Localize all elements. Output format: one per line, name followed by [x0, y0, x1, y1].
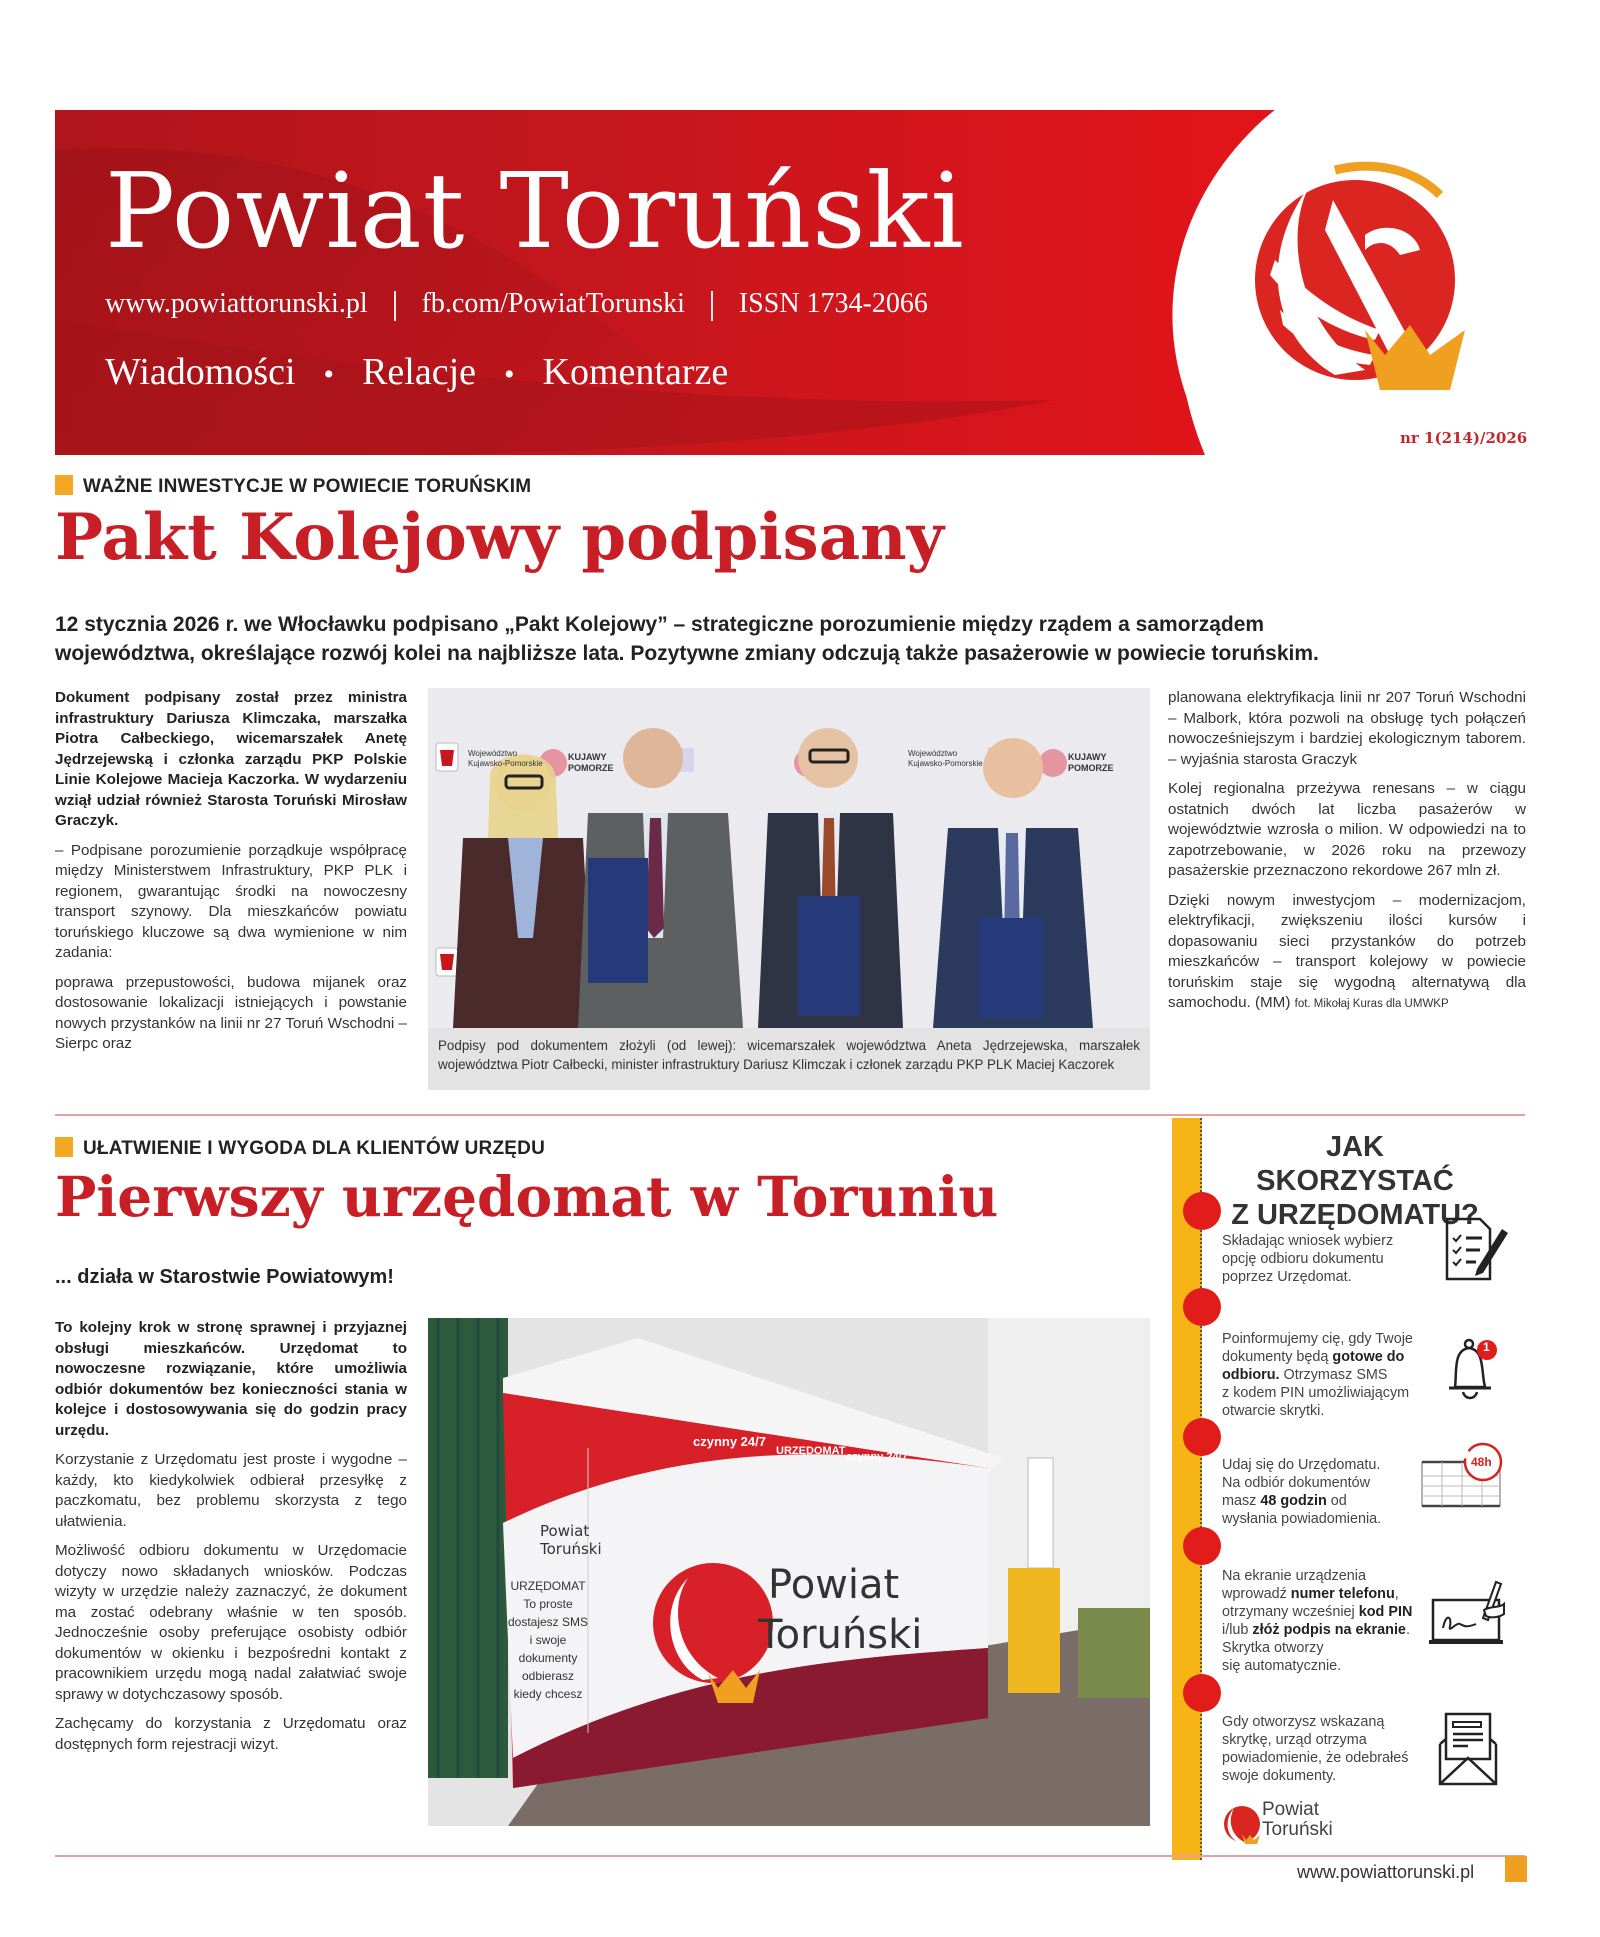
lead-line: województwa, określające rozwój kolei na najbliższe lata. Pozytywne zmiany odczują także pasażerowie w powiecie toruńskim. [55, 642, 1319, 665]
photo-caption: Podpisy pod dokumentem złożyli (od lewej): wicemarszałek województwa Aneta Jędrzejewska, marszałek województwa Piotr Całbecki, minister infrastruktury Dariusz Klimczak i członek zarządu PKP PLK Maciej Kaczorek [428, 1028, 1150, 1090]
step-emphasis: kod PIN [1358, 1604, 1413, 1620]
step-emphasis: odbioru. [1222, 1367, 1280, 1383]
orange-square-icon [55, 1137, 73, 1157]
step-line: poprzez Urzędomat. [1222, 1269, 1352, 1285]
kicker-text: UŁATWIENIE I WYGODA DLA KLIENTÓW URZĘDU [83, 1138, 546, 1159]
eagle-crown-logo-icon [1220, 1802, 1264, 1846]
masthead-title: Powiat Toruński [105, 150, 965, 272]
step-line: wprowadź [1222, 1586, 1291, 1602]
step-line: Gdy otworzysz wskazaną [1222, 1714, 1385, 1730]
step-4-text [1222, 1567, 1412, 1675]
kiosk-side-text: kiedy chcesz [513, 1687, 583, 1701]
footer-divider [55, 1855, 1525, 1857]
48h-badge: 48h [1471, 1455, 1492, 1469]
section-divider [55, 1114, 1525, 1116]
article1-headline: Pakt Kolejowy podpisany [55, 500, 944, 575]
step-line: od [1326, 1493, 1347, 1509]
section-wiadomosci[interactable]: Wiadomości [105, 351, 296, 393]
section-komentarze[interactable]: Komentarze [542, 351, 729, 393]
paragraph: planowana elektryfikacja linii nr 207 Toruń Wschodni – Malbork, która pozwoli na obsługę tych połączeń nowocześniejszym i bardziej ekologicznym taborem. – wyjaśnia starosta Graczyk [1168, 689, 1526, 768]
lead-line: 12 stycznia 2026 r. we Włocławku podpisano „Pakt Kolejowy” – strategiczne porozumienie między rządem a samorządem [55, 613, 1265, 636]
kiosk-label: czynny 24/7 [846, 1451, 908, 1463]
step-line: Poinformujemy cię, gdy Twoje [1222, 1331, 1413, 1347]
step-line: Na ekranie urządzenia [1222, 1568, 1366, 1584]
kiosk-side-text: odbierasz [521, 1669, 575, 1683]
masthead [55, 110, 1275, 455]
backdrop-text: Kujawsko-Pomorskie [468, 759, 543, 768]
paragraph: Dzięki nowym inwestycjom – modernizacjom, elektryfikacji, zwiększeniu ilości kursów i dopasowaniu sieci przystanków do potrzeb mieszkańców – transport kolejowy w powiecie toruńskim staje się wygodną alternatywą dla samochodu. (MM) [1168, 891, 1526, 1011]
footer-website-link[interactable]: www.powiattorunski.pl [1297, 1862, 1475, 1882]
title-line: Z URZĘDOMATU? [1231, 1199, 1479, 1231]
masthead-links [105, 288, 928, 321]
backdrop-text: KUJAWY [1068, 752, 1107, 762]
paragraph: Dokument podpisany został przez ministra infrastruktury Dariusza Klimczaka, marszałka Piotra Całbeckiego, wicemarszałek Anetę Jędrzejewską i członka zarządu PKP Polskie Linie Kolejowe Macieja Kaczorka. W wydarzeniu wziął udział również Starosta Toruński Mirosław Graczyk. [55, 689, 407, 829]
backdrop-text: POMORZE [568, 763, 614, 773]
issn: ISSN 1734-2066 [738, 288, 928, 319]
bullet: • [504, 358, 515, 391]
kiosk-side-text: dostajesz SMS [507, 1615, 589, 1629]
divider [711, 291, 713, 321]
backdrop-text: Województwo [908, 749, 958, 758]
signature-screen-icon [1428, 1578, 1513, 1650]
signing-photo [428, 688, 1150, 1028]
paragraph: Możliwość odbioru dokumentu w Urzędomacie dotyczy nowo składanych wniosków. Podczas wizyty w urzędzie należy zaznaczyć, że dokument ma zostać odebrany właśnie w ten sposób. Jednocześnie osoby preferujące osobisty odbiór dokumentów w okienku i bezpośredni kontakt z pracownikiem urzędu mogą nadal załatwiać swoje sprawy w dotychczasowy sposób. [55, 1542, 407, 1703]
urzedomat-photo [428, 1318, 1150, 1826]
article1-column-1 [55, 688, 407, 1064]
logo-text: Toruński [1262, 1819, 1333, 1840]
urzedomat-photo-illustration [428, 1318, 1150, 1826]
step-line: Otrzymasz SMS [1279, 1367, 1388, 1383]
step-line: skrytkę, urząd otrzyma [1222, 1732, 1367, 1748]
step-line: . [1405, 1622, 1410, 1638]
step-marker [1183, 1674, 1221, 1712]
backdrop-text: KUJAWY [568, 752, 607, 762]
masthead-sections [105, 350, 728, 394]
footer-orange-square [1505, 1856, 1527, 1882]
step-line: otwarcie skrytki. [1222, 1403, 1325, 1419]
step-line: , [1394, 1586, 1399, 1602]
kiosk-side-brand: Powiat [540, 1522, 590, 1540]
step-marker [1183, 1192, 1221, 1230]
checklist-pen-icon [1442, 1214, 1512, 1284]
sidebar-logo [1220, 1800, 1370, 1848]
title-line: JAK SKORZYSTAĆ [1256, 1131, 1454, 1197]
paragraph: Zachęcamy do korzystania z Urzędomatu oraz dostępnych form rejestracji wizyt. [55, 1715, 407, 1753]
article2-column [55, 1318, 407, 1764]
kiosk-side-text: To proste [523, 1597, 573, 1611]
backdrop-text: POMORZE [1068, 763, 1114, 773]
step-emphasis: złóż podpis na ekranie [1252, 1622, 1406, 1638]
step-3-text [1222, 1456, 1381, 1528]
paragraph: Kolej regionalna przeżywa renesans – w ciągu ostatnich dwóch lat liczba pasażerów w województwie wzrosła o milion. W odpowiedzi na to zapotrzebowanie, w 2026 roku na przewozy pasażerskie przeznaczono rekordowe 267 mln zł. [1168, 780, 1526, 879]
step-line: z kodem PIN umożliwiającym [1222, 1385, 1410, 1401]
step-line: opcję odbioru dokumentu [1222, 1251, 1384, 1267]
website-link[interactable]: www.powiattorunski.pl [105, 288, 368, 319]
locker-48h-icon [1420, 1440, 1510, 1510]
photo-credit: fot. Mikołaj Kuras dla UMWKP [1294, 998, 1449, 1010]
step-marker [1183, 1527, 1221, 1565]
step-line: Skrytka otworzy [1222, 1640, 1324, 1656]
envelope-document-icon [1438, 1712, 1500, 1787]
kiosk-brand: Powiat [768, 1562, 900, 1608]
divider [394, 291, 396, 321]
paragraph: poprawa przepustowości, budowa mijanek oraz dostosowanie lokalizacji istniejących i powstanie nowych przystanków na linii nr 27 Toruń Wschodni – Sierpc oraz [55, 973, 407, 1052]
step-1-text [1222, 1232, 1393, 1286]
step-line: swoje dokumenty. [1222, 1768, 1337, 1784]
step-line: Składając wniosek wybierz [1222, 1233, 1394, 1249]
backdrop-text: Województwo [468, 749, 518, 758]
step-line: i/lub [1222, 1622, 1253, 1638]
step-emphasis: 48 godzin [1260, 1493, 1327, 1509]
bell-glyph [1445, 1332, 1505, 1407]
article2-headline: Pierwszy urzędomat w Toruniu [55, 1164, 999, 1229]
logo-text: Powiat [1262, 1799, 1320, 1820]
kicker-text: WAŻNE INWESTYCJE W POWIECIE TORUŃSKIM [83, 476, 532, 497]
step-line: masz [1222, 1493, 1261, 1509]
orange-square-icon [55, 475, 73, 495]
kiosk-side-brand: Toruński [540, 1540, 602, 1558]
paragraph: Korzystanie z Urzędomatu jest proste i wygodne – każdy, kto kiedykolwiek odbierał przesyłkę z paczkomatu, bez problemu skorzysta z tego ułatwienia. [55, 1451, 407, 1530]
paragraph: – Podpisane porozumienie porządkuje współpracę między Ministerstwem Infrastruktury, PKP PLK i regionem, gwarantując środki na nowoczesny transport szynowy. Dla mieszkańców powiatu toruńskiego kluczowe są dwa wymienione w nim zadania: [55, 841, 407, 961]
article1-kicker [55, 475, 531, 498]
bell-badge: 1 [1483, 1340, 1490, 1354]
step-line: Na odbiór dokumentów [1222, 1475, 1370, 1491]
step-marker [1183, 1418, 1221, 1456]
kiosk-side-text: dokumenty [518, 1651, 578, 1665]
kiosk-label: czynny 24/7 [693, 1434, 766, 1449]
step-line: powiadomienie, że odebrałeś [1222, 1750, 1409, 1766]
step-line: dokumenty będą [1222, 1349, 1333, 1365]
kiosk-label: URZĘDOMAT [776, 1445, 846, 1457]
facebook-link[interactable]: fb.com/PowiatTorunski [421, 288, 685, 319]
step-marker [1183, 1288, 1221, 1326]
kiosk-side-text: URZĘDOMAT [510, 1579, 586, 1593]
bell-icon [1445, 1332, 1505, 1407]
bullet: • [323, 358, 335, 391]
step-5-text [1222, 1713, 1408, 1785]
kiosk-brand: Toruński [758, 1612, 923, 1658]
kiosk-side-text: i swoje [529, 1633, 567, 1647]
step-line: otrzymany wcześniej [1222, 1604, 1359, 1620]
locker-48h-glyph [1420, 1440, 1510, 1510]
step-line: się automatycznie. [1222, 1658, 1342, 1674]
step-line: wysłania powiadomienia. [1222, 1511, 1382, 1527]
signing-photo-illustration [428, 688, 1150, 1028]
backdrop-text: Kujawsko-Pomorskie [908, 759, 983, 768]
article2-kicker [55, 1137, 545, 1160]
article1-lead [55, 610, 1555, 668]
step-emphasis: gotowe do [1332, 1349, 1405, 1365]
paragraph: To kolejny krok w stronę sprawnej i przyjaznej obsługi mieszkańców. Urzędomat to nowoczesne rozwiązanie, które umożliwia odbiór dokumentów bez konieczności stania w kolejce i dostosowywania się do godzin pracy urzędu. [55, 1319, 407, 1439]
article1-column-3 [1168, 688, 1526, 1015]
article2-subhead: ... działa w Starostwie Powiatowym! [55, 1266, 394, 1288]
eagle-crown-logo-icon [1215, 140, 1485, 410]
step-2-text [1222, 1330, 1413, 1420]
step-emphasis: numer telefonu [1290, 1586, 1395, 1602]
section-relacje[interactable]: Relacje [362, 351, 476, 393]
issue-number: nr 1(214)/2026 [1400, 429, 1528, 447]
step-line: Udaj się do Urzędomatu. [1222, 1457, 1381, 1473]
